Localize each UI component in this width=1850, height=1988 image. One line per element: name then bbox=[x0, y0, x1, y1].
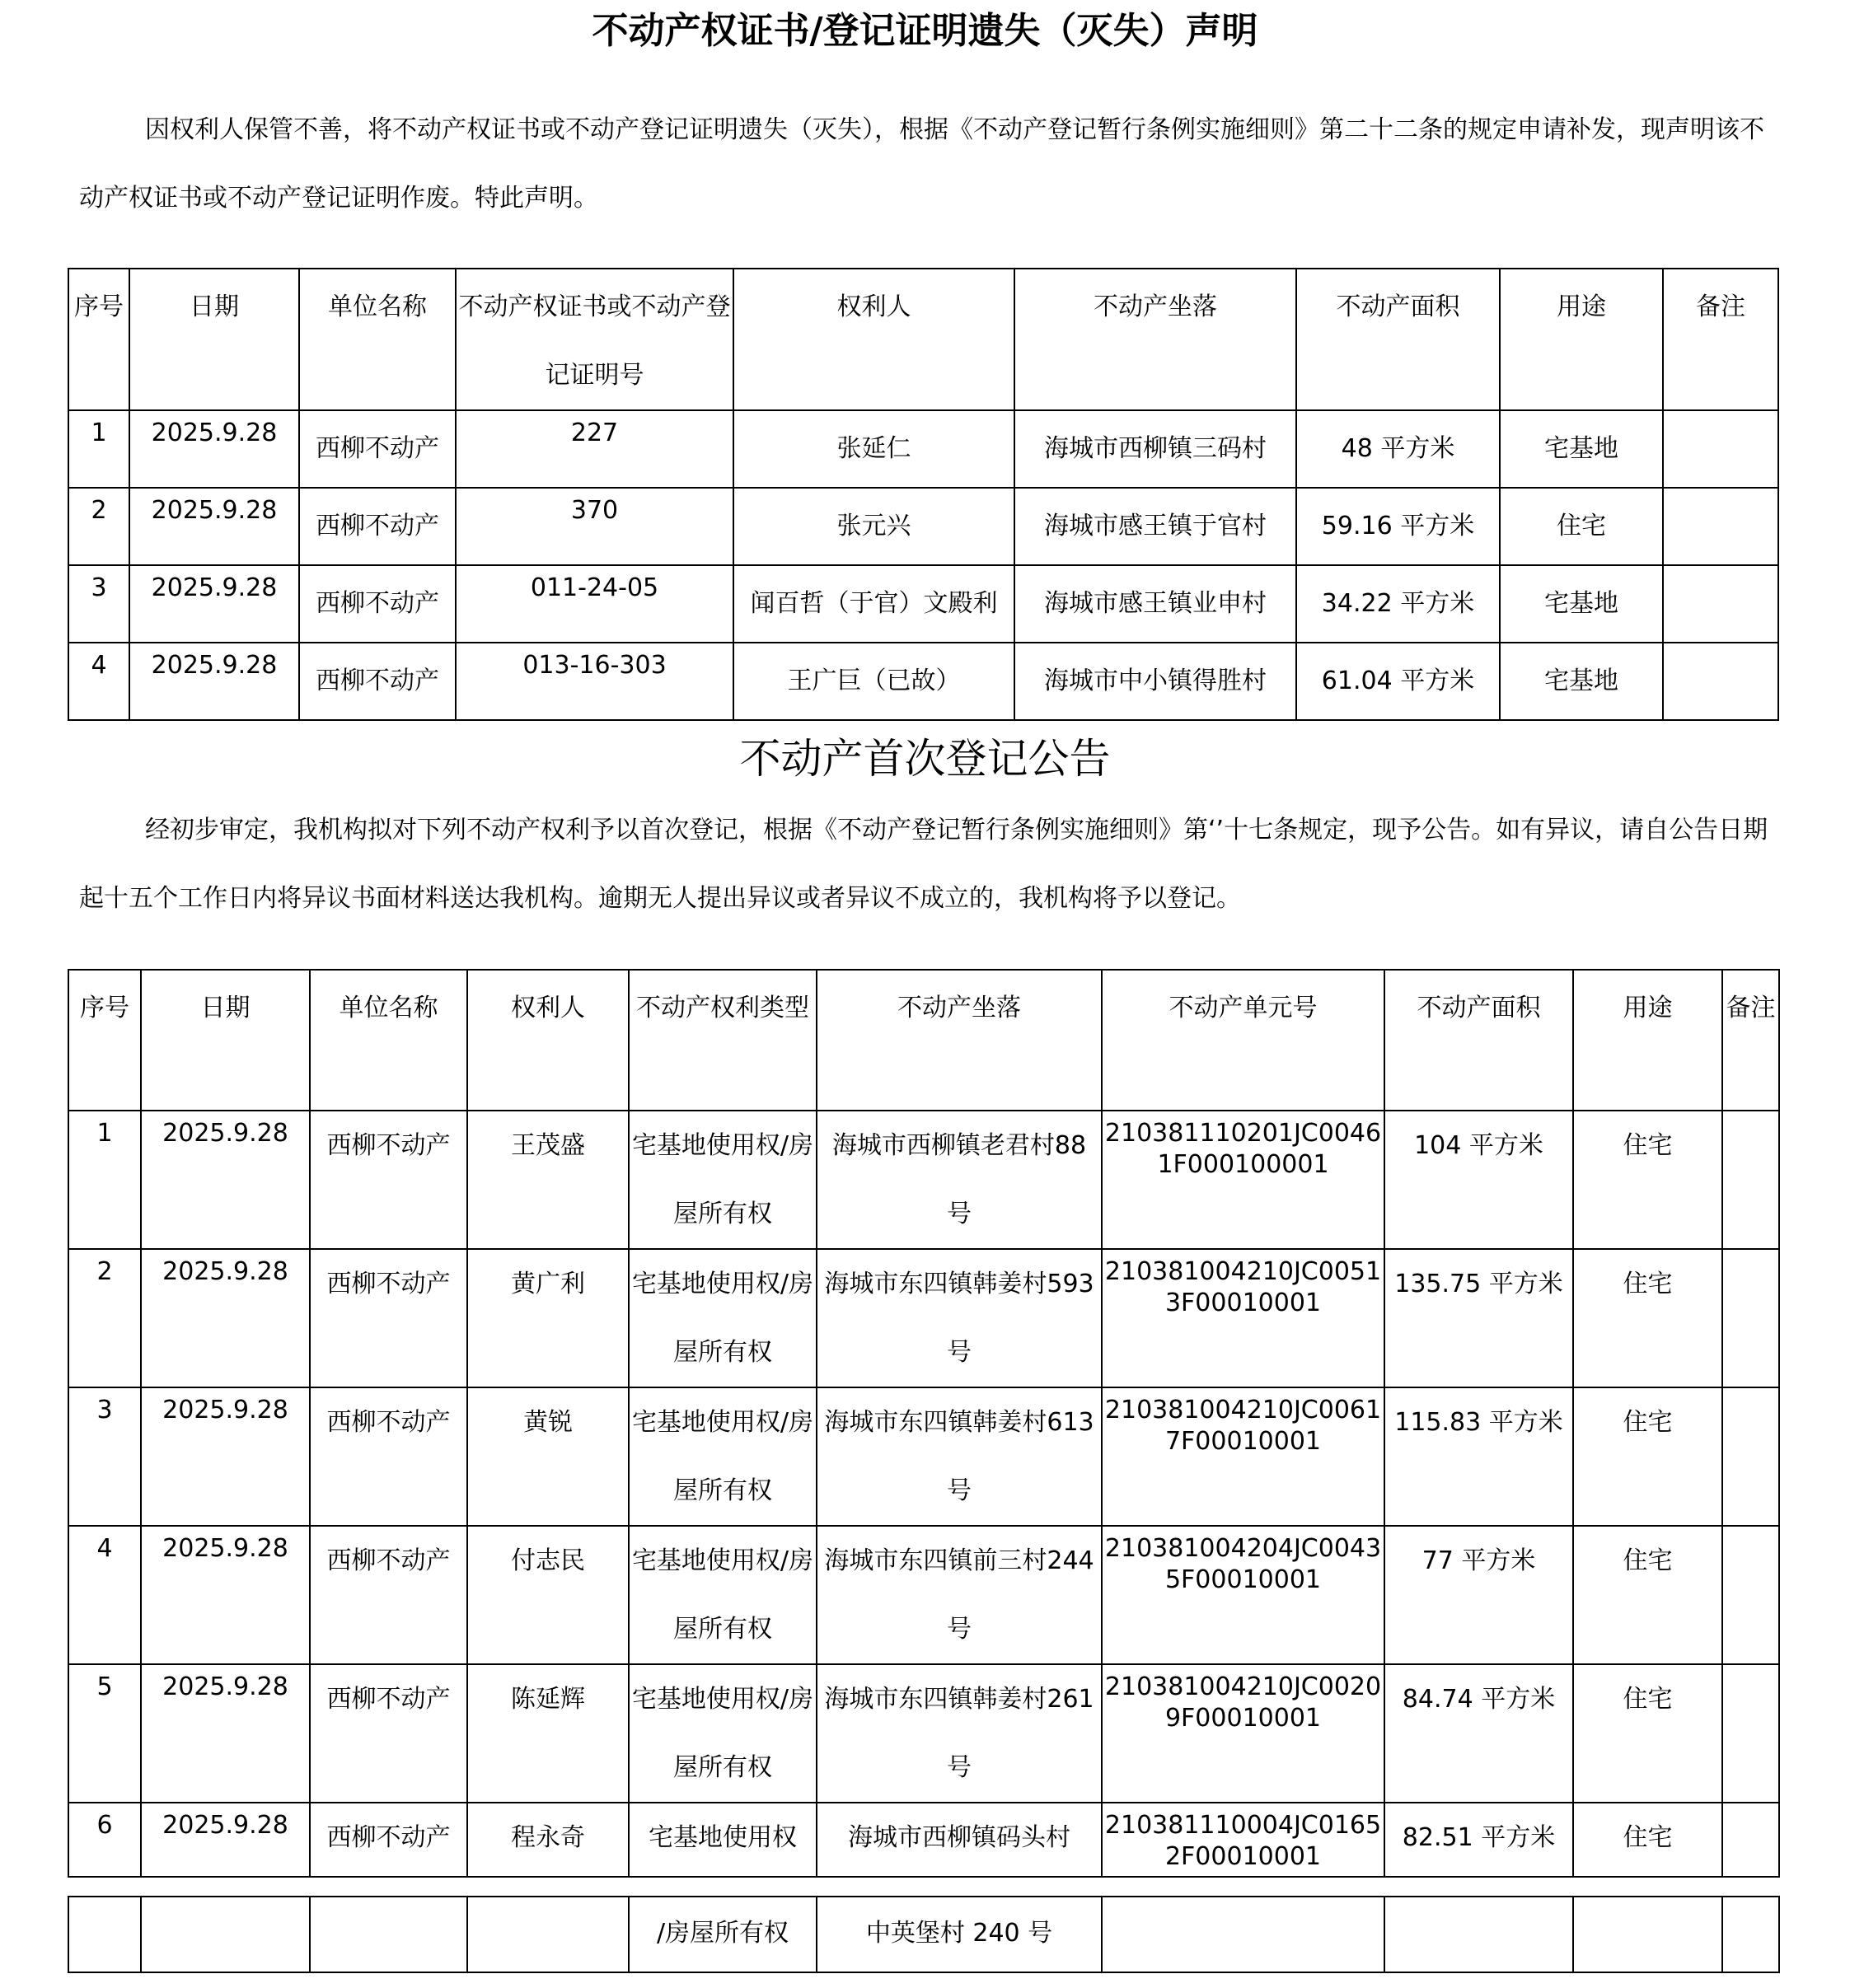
cell-note bbox=[1722, 1897, 1779, 1972]
cell-cert-no-text: 227 bbox=[570, 419, 619, 447]
table-row bbox=[68, 1664, 1779, 1803]
cell-use-text: 宅基地 bbox=[1544, 667, 1618, 695]
cell-location-text: 海城市西柳镇三码村 bbox=[1044, 434, 1267, 463]
table-row bbox=[68, 643, 1778, 720]
cell-use bbox=[1573, 1387, 1722, 1526]
cell-location bbox=[817, 1111, 1102, 1249]
cell-note bbox=[1722, 1249, 1779, 1387]
cell-date-text: 2025.9.28 bbox=[151, 496, 278, 525]
col-header-cert-no: 不动产权证书或不动产登记证明号 bbox=[456, 269, 733, 410]
cell-no-text: 2 bbox=[96, 1257, 113, 1286]
cell-right-type bbox=[629, 1664, 817, 1803]
cell-date bbox=[141, 1387, 310, 1526]
col-header-note: 备注 bbox=[1722, 970, 1779, 1111]
cell-no bbox=[68, 1664, 141, 1803]
cell-holder-text: 黄广利 bbox=[511, 1270, 585, 1298]
cell-location bbox=[817, 1387, 1102, 1526]
col-header-date: 日期 bbox=[141, 970, 310, 1111]
cell-location-text: 海城市西柳镇老君村88 号 bbox=[831, 1131, 1087, 1228]
cell-area bbox=[1384, 1526, 1573, 1664]
cell-no bbox=[68, 488, 129, 565]
cell-unit bbox=[299, 565, 456, 643]
cell-area-text: 59.16 平方米 bbox=[1321, 512, 1475, 540]
cell-unit-text: 西柳不动产 bbox=[326, 1546, 451, 1575]
cell-note bbox=[1722, 1526, 1779, 1664]
cell-no-text: 1 bbox=[91, 419, 107, 447]
cell-right-type bbox=[629, 1526, 817, 1664]
cell-use bbox=[1500, 410, 1663, 488]
cell-unit-text: 西柳不动产 bbox=[326, 1408, 451, 1437]
cell-unit-no-text: 210381110004JC01652F00010001 bbox=[1104, 1811, 1382, 1871]
cell-use-text: 住宅 bbox=[1623, 1131, 1673, 1160]
cell-no bbox=[68, 410, 129, 488]
first-registration-paragraph: 经初步审定，我机构拟对下列不动产权利予以首次登记，根据《不动产登记暂行条例实施细则》第‘’十七条规定，现予公告。如有异议，请自公告日期起十五个工作日内将异议书面材料送达我机构。逾期无人提出异议或者异议不成立的，我机构将予以登记。 bbox=[79, 816, 1768, 913]
table-row bbox=[68, 565, 1778, 643]
cell-no-text: 5 bbox=[96, 1672, 113, 1701]
cell-right-type: /房屋所有权 bbox=[629, 1897, 817, 1972]
cell-cert-no bbox=[456, 410, 733, 488]
table-row bbox=[68, 1803, 1779, 1877]
cell-cert-no bbox=[456, 565, 733, 643]
col-header-location: 不动产坐落 bbox=[817, 970, 1102, 1111]
cell-holder-text: 王广巨（已故） bbox=[787, 667, 961, 695]
cell-date bbox=[141, 1526, 310, 1664]
table-row bbox=[68, 1897, 1779, 1972]
cell-location bbox=[817, 1249, 1102, 1387]
cell-date-text: 2025.9.28 bbox=[151, 573, 278, 602]
cell-use-text: 住宅 bbox=[1623, 1408, 1673, 1437]
cell-right-type bbox=[629, 1111, 817, 1249]
cell-holder-text: 闻百哲（于官）文殿利 bbox=[750, 589, 998, 618]
cell-unit-no bbox=[1102, 1664, 1384, 1803]
cell-note bbox=[1722, 1803, 1779, 1877]
cell-no bbox=[68, 1111, 141, 1249]
cell-date bbox=[129, 410, 299, 488]
first-registration-continuation-table bbox=[68, 1896, 1780, 1973]
cell-date-text: 2025.9.28 bbox=[162, 1672, 288, 1701]
cell-holder-text: 张元兴 bbox=[836, 512, 911, 540]
cell-unit bbox=[310, 1526, 467, 1664]
cell-no bbox=[68, 1526, 141, 1664]
cell-cert-no-text: 370 bbox=[570, 496, 619, 525]
cell-unit-text: 西柳不动产 bbox=[316, 589, 439, 618]
cell-use-text: 住宅 bbox=[1557, 512, 1606, 540]
cell-no bbox=[68, 643, 129, 720]
table-row bbox=[68, 410, 1778, 488]
col-header-location: 不动产坐落 bbox=[1014, 269, 1296, 410]
cell-cert-no bbox=[456, 488, 733, 565]
cell-use-text: 住宅 bbox=[1623, 1685, 1673, 1714]
cell-cert-no-text: 013-16-303 bbox=[522, 651, 667, 680]
cell-right-type-text: 宅基地使用权 bbox=[649, 1823, 797, 1852]
cell-location-text: 海城市西柳镇码头村 bbox=[848, 1823, 1070, 1852]
cell-date bbox=[141, 1664, 310, 1803]
cell-location bbox=[1014, 488, 1296, 565]
cell-holder bbox=[467, 1664, 629, 1803]
col-header-no: 序号 bbox=[68, 970, 141, 1111]
cell-use bbox=[1500, 565, 1663, 643]
cell-holder bbox=[467, 1249, 629, 1387]
first-registration-title: 不动产首次登记公告 bbox=[739, 735, 1111, 783]
cell-holder bbox=[467, 1526, 629, 1664]
loss-notice-paragraph: 因权利人保管不善，将不动产权证书或不动产登记证明遗失（灭失），根据《不动产登记暂行条例实施细则》第二十二条的规定申请补发，现声明该不动产权证书或不动产登记证明作废。特此声明。 bbox=[79, 115, 1764, 213]
cell-location bbox=[817, 1664, 1102, 1803]
cell-location: 中英堡村 240 号 bbox=[817, 1897, 1102, 1972]
cell-unit bbox=[310, 1897, 467, 1972]
cell-area-text: 82.51 平方米 bbox=[1402, 1823, 1556, 1852]
cell-location-text: 海城市感王镇于官村 bbox=[1044, 512, 1267, 540]
cell-unit-no-text: 210381004210JC00209F00010001 bbox=[1104, 1672, 1382, 1733]
cell-area-text: 34.22 平方米 bbox=[1321, 589, 1475, 618]
cell-date-text: 2025.9.28 bbox=[162, 1119, 288, 1148]
first-registration-table bbox=[68, 969, 1780, 1878]
cell-area bbox=[1384, 1803, 1573, 1877]
cell-note bbox=[1722, 1111, 1779, 1249]
cell-area bbox=[1384, 1387, 1573, 1526]
cell-unit-text: 西柳不动产 bbox=[326, 1131, 451, 1160]
cell-date-text: 2025.9.28 bbox=[162, 1534, 288, 1563]
cell-location-text: 海城市感王镇业申村 bbox=[1044, 589, 1267, 618]
cell-holder-text: 王茂盛 bbox=[511, 1131, 585, 1160]
cell-area-text: 115.83 平方米 bbox=[1394, 1408, 1563, 1437]
cell-use bbox=[1573, 1249, 1722, 1387]
cell-no-text: 2 bbox=[91, 496, 107, 525]
cell-unit-text: 西柳不动产 bbox=[316, 512, 439, 540]
cell-date bbox=[141, 1803, 310, 1877]
cell-location-text: 海城市东四镇韩姜村613 号 bbox=[824, 1408, 1094, 1505]
cell-unit-no-text: 210381004204JC00435F00010001 bbox=[1104, 1534, 1382, 1594]
cell-unit bbox=[310, 1664, 467, 1803]
col-header-date: 日期 bbox=[129, 269, 299, 410]
cell-date-text: 2025.9.28 bbox=[162, 1811, 288, 1840]
cell-area bbox=[1296, 410, 1500, 488]
cell-unit-no bbox=[1102, 1249, 1384, 1387]
cell-right-type bbox=[629, 1387, 817, 1526]
cell-right-type-text: 宅基地使用权/房屋所有权 bbox=[631, 1685, 814, 1782]
cell-no-text: 6 bbox=[96, 1811, 113, 1840]
col-header-use: 用途 bbox=[1573, 970, 1722, 1111]
cell-area bbox=[1296, 488, 1500, 565]
cell-cert-no-text: 011-24-05 bbox=[530, 573, 659, 602]
cell-right-type bbox=[629, 1249, 817, 1387]
cell-date bbox=[129, 488, 299, 565]
cell-right-type-text: 宅基地使用权/房屋所有权 bbox=[631, 1546, 814, 1644]
cell-unit-no-text: 210381110201JC00461F000100001 bbox=[1104, 1119, 1382, 1179]
cell-location-text: 海城市东四镇韩姜村261 号 bbox=[824, 1685, 1094, 1782]
cell-use bbox=[1573, 1111, 1722, 1249]
cell-use bbox=[1500, 488, 1663, 565]
table-row bbox=[68, 1526, 1779, 1664]
cell-unit-no bbox=[1102, 1387, 1384, 1526]
cell-no-text: 1 bbox=[96, 1119, 113, 1148]
table-row bbox=[68, 1111, 1779, 1249]
cell-unit-text: 西柳不动产 bbox=[326, 1270, 451, 1298]
cell-note bbox=[1663, 410, 1778, 488]
cell-holder bbox=[467, 1387, 629, 1526]
cell-holder bbox=[733, 488, 1014, 565]
cell-note bbox=[1663, 488, 1778, 565]
cell-no bbox=[68, 565, 129, 643]
cell-date-text: 2025.9.28 bbox=[162, 1396, 288, 1424]
cell-unit-no-text: 210381004210JC00617F00010001 bbox=[1104, 1396, 1382, 1456]
cell-use-text: 住宅 bbox=[1623, 1823, 1673, 1852]
cell-date bbox=[141, 1249, 310, 1387]
cell-location-text: 海城市中小镇得胜村 bbox=[1044, 667, 1267, 695]
cell-note bbox=[1663, 565, 1778, 643]
cell-location bbox=[817, 1803, 1102, 1877]
cell-date-text: 2025.9.28 bbox=[151, 419, 278, 447]
cell-area-text: 77 平方米 bbox=[1421, 1546, 1536, 1575]
table-row bbox=[68, 1387, 1779, 1526]
loss-notice-table bbox=[68, 268, 1779, 721]
cell-date-text: 2025.9.28 bbox=[162, 1257, 288, 1286]
cell-no bbox=[68, 1249, 141, 1387]
cell-right-type bbox=[629, 1803, 817, 1877]
cell-area bbox=[1384, 1897, 1573, 1972]
col-header-area: 不动产面积 bbox=[1384, 970, 1573, 1111]
cell-use-text: 宅基地 bbox=[1544, 434, 1618, 463]
cell-unit bbox=[310, 1803, 467, 1877]
cell-area bbox=[1384, 1249, 1573, 1387]
cell-date bbox=[129, 565, 299, 643]
cell-holder bbox=[467, 1897, 629, 1972]
col-header-area: 不动产面积 bbox=[1296, 269, 1500, 410]
cell-note bbox=[1663, 643, 1778, 720]
cell-right-type-text: 宅基地使用权/房屋所有权 bbox=[631, 1270, 814, 1367]
cell-unit-text: 西柳不动产 bbox=[316, 667, 439, 695]
cell-area bbox=[1384, 1664, 1573, 1803]
cell-no bbox=[68, 1803, 141, 1877]
table-row bbox=[68, 1249, 1779, 1387]
col-header-note: 备注 bbox=[1663, 269, 1778, 410]
cell-unit-text: 西柳不动产 bbox=[316, 434, 439, 463]
table-header-row bbox=[68, 269, 1778, 410]
cell-holder-text: 陈延辉 bbox=[511, 1685, 585, 1714]
cell-unit-text: 西柳不动产 bbox=[326, 1685, 451, 1714]
cell-unit bbox=[299, 643, 456, 720]
col-header-no: 序号 bbox=[68, 269, 129, 410]
cell-location-text: 海城市东四镇韩姜村593 号 bbox=[824, 1270, 1094, 1367]
cell-no-text: 4 bbox=[91, 651, 107, 680]
cell-unit-no-text: 210381004210JC00513F00010001 bbox=[1104, 1257, 1382, 1317]
cell-use-text: 宅基地 bbox=[1544, 589, 1618, 618]
col-header-holder: 权利人 bbox=[467, 970, 629, 1111]
cell-holder bbox=[733, 565, 1014, 643]
cell-holder-text: 付志民 bbox=[511, 1546, 585, 1575]
cell-date-text: 2025.9.28 bbox=[151, 651, 278, 680]
cell-unit-no bbox=[1102, 1526, 1384, 1664]
cell-use-text: 住宅 bbox=[1623, 1546, 1673, 1575]
col-header-unit-no: 不动产单元号 bbox=[1102, 970, 1384, 1111]
cell-unit bbox=[299, 410, 456, 488]
cell-location bbox=[1014, 410, 1296, 488]
table-row bbox=[68, 488, 1778, 565]
cell-holder-text: 张延仁 bbox=[836, 434, 911, 463]
loss-notice-title: 不动产权证书/登记证明遗失（灭失）声明 bbox=[592, 10, 1258, 52]
cell-location-text: 海城市东四镇前三村244 号 bbox=[824, 1546, 1094, 1644]
cell-right-type-text: 宅基地使用权/房屋所有权 bbox=[631, 1131, 814, 1228]
col-header-holder: 权利人 bbox=[733, 269, 1014, 410]
col-header-unit: 单位名称 bbox=[299, 269, 456, 410]
cell-unit bbox=[310, 1387, 467, 1526]
cell-use bbox=[1500, 643, 1663, 720]
cell-use bbox=[1573, 1664, 1722, 1803]
cell-holder bbox=[467, 1803, 629, 1877]
table-header-row bbox=[68, 970, 1779, 1111]
cell-no bbox=[68, 1387, 141, 1526]
cell-area-text: 48 平方米 bbox=[1341, 434, 1455, 463]
cell-note bbox=[1722, 1664, 1779, 1803]
cell-no-text: 4 bbox=[96, 1534, 113, 1563]
cell-date bbox=[141, 1897, 310, 1972]
cell-area-text: 61.04 平方米 bbox=[1321, 667, 1475, 695]
cell-location bbox=[817, 1526, 1102, 1664]
cell-date bbox=[129, 643, 299, 720]
cell-area-text: 135.75 平方米 bbox=[1394, 1270, 1563, 1298]
cell-unit-text: 西柳不动产 bbox=[326, 1823, 451, 1852]
cell-location bbox=[1014, 565, 1296, 643]
cell-area bbox=[1296, 565, 1500, 643]
cell-use-text: 住宅 bbox=[1623, 1270, 1673, 1298]
cell-area bbox=[1296, 643, 1500, 720]
cell-location bbox=[1014, 643, 1296, 720]
cell-holder bbox=[733, 410, 1014, 488]
cell-no bbox=[68, 1897, 141, 1972]
cell-note bbox=[1722, 1387, 1779, 1526]
cell-no-text: 3 bbox=[96, 1396, 113, 1424]
col-header-unit: 单位名称 bbox=[310, 970, 467, 1111]
cell-use bbox=[1573, 1803, 1722, 1877]
col-header-right-type: 不动产权利类型 bbox=[629, 970, 817, 1111]
cell-date bbox=[141, 1111, 310, 1249]
cell-unit bbox=[310, 1111, 467, 1249]
cell-use bbox=[1573, 1526, 1722, 1664]
cell-no-text: 3 bbox=[91, 573, 107, 602]
cell-unit bbox=[299, 488, 456, 565]
cell-holder bbox=[733, 643, 1014, 720]
cell-area bbox=[1384, 1111, 1573, 1249]
cell-unit-no bbox=[1102, 1803, 1384, 1877]
cell-unit-no bbox=[1102, 1111, 1384, 1249]
cell-holder-text: 黄锐 bbox=[523, 1408, 573, 1437]
cell-unit bbox=[310, 1249, 467, 1387]
cell-area-text: 84.74 平方米 bbox=[1402, 1685, 1556, 1714]
cell-right-type-text: 宅基地使用权/房屋所有权 bbox=[631, 1408, 814, 1505]
cell-holder bbox=[467, 1111, 629, 1249]
cell-use bbox=[1573, 1897, 1722, 1972]
col-header-use: 用途 bbox=[1500, 269, 1663, 410]
cell-area-text: 104 平方米 bbox=[1414, 1131, 1543, 1160]
cell-cert-no bbox=[456, 643, 733, 720]
cell-holder-text: 程永奇 bbox=[511, 1823, 585, 1852]
cell-unit-no bbox=[1102, 1897, 1384, 1972]
